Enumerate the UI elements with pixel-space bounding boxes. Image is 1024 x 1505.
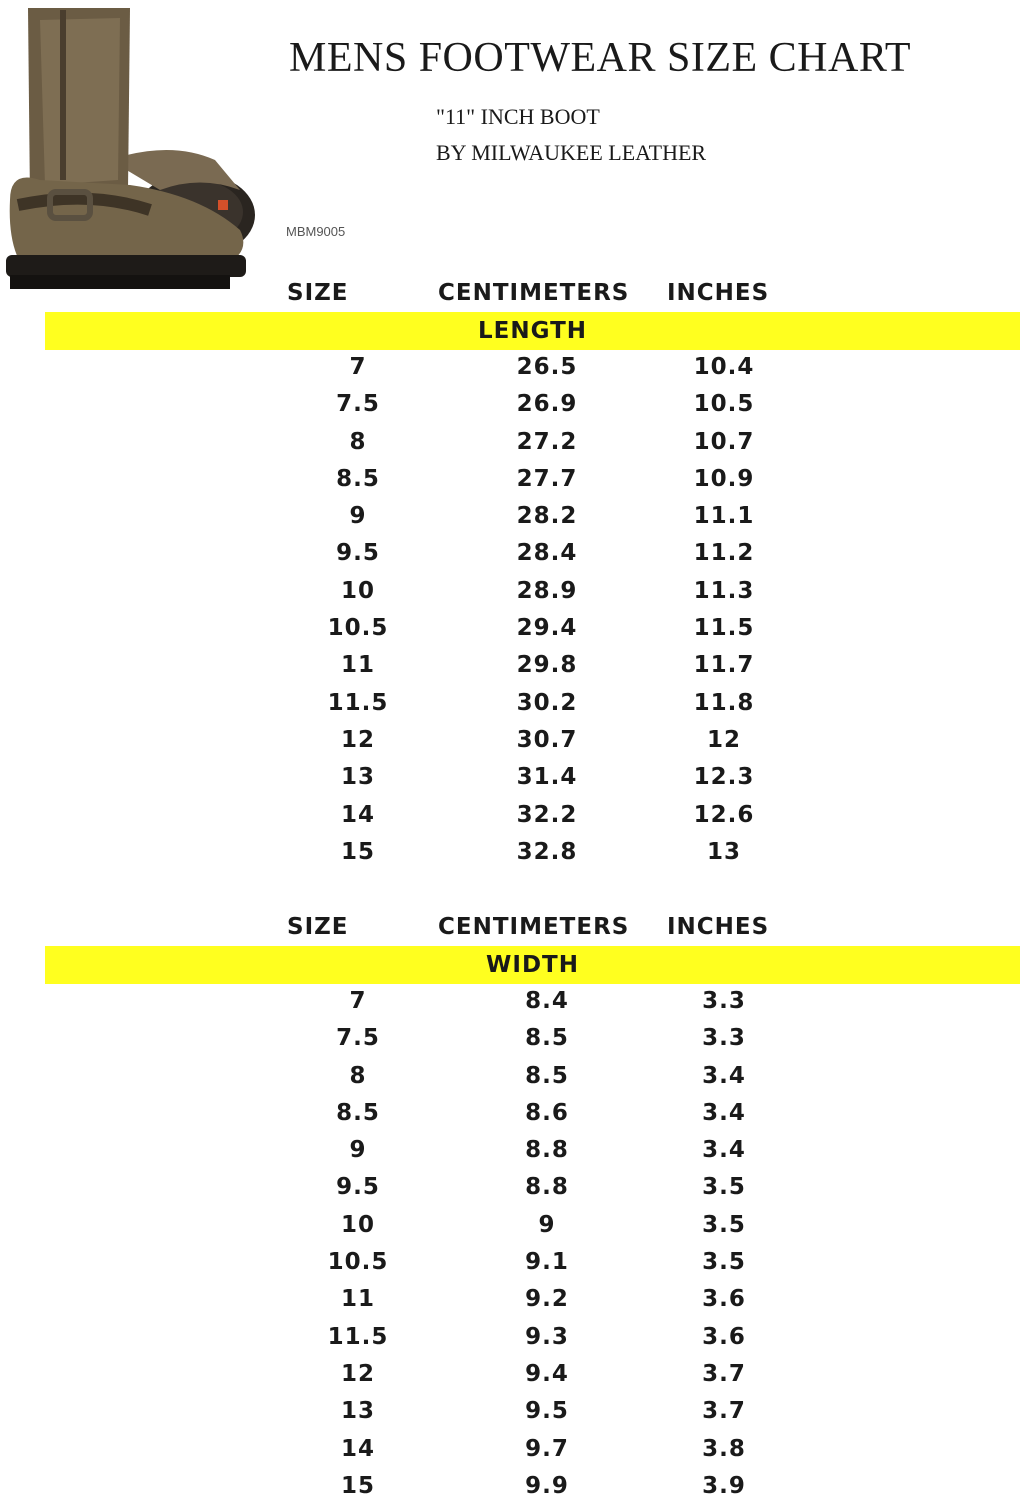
table-row bbox=[0, 1393, 1024, 1430]
table-row bbox=[0, 1095, 1024, 1132]
centimeters-cell: 30.2 bbox=[516, 689, 578, 716]
centimeters-cell: 28.9 bbox=[516, 577, 578, 604]
centimeters-cell: 8.8 bbox=[525, 1137, 569, 1164]
centimeters-cell: 30.7 bbox=[516, 726, 578, 753]
size-cell: 14 bbox=[340, 801, 375, 828]
centimeters-cell: 9.9 bbox=[525, 1472, 569, 1499]
size-cell: 7.5 bbox=[336, 391, 380, 418]
table-row bbox=[0, 535, 1024, 572]
size-cell: 11.5 bbox=[327, 1323, 389, 1350]
table-row bbox=[0, 834, 1024, 871]
centimeters-cell: 8.8 bbox=[525, 1174, 569, 1201]
inches-cell: 10.7 bbox=[693, 428, 755, 455]
centimeters-cell: 32.8 bbox=[516, 838, 578, 865]
table-row bbox=[0, 759, 1024, 796]
size-cell: 9 bbox=[349, 1137, 367, 1164]
centimeters-cell: 26.5 bbox=[516, 354, 578, 380]
inches-cell: 12 bbox=[706, 726, 741, 753]
size-cell: 14 bbox=[340, 1435, 375, 1462]
size-cell: 11 bbox=[340, 652, 375, 679]
length-inches-header: INCHES bbox=[667, 280, 770, 306]
boot-height-subtitle: "11" INCH BOOT bbox=[436, 104, 600, 129]
centimeters-cell: 28.2 bbox=[516, 503, 578, 530]
table-row bbox=[0, 1281, 1024, 1318]
inches-cell: 10.5 bbox=[693, 391, 755, 418]
table-row bbox=[0, 1431, 1024, 1468]
inches-cell: 11.8 bbox=[693, 689, 755, 716]
table-row bbox=[0, 1244, 1024, 1281]
table-row bbox=[0, 349, 1024, 386]
centimeters-cell: 9.2 bbox=[525, 1286, 569, 1313]
centimeters-cell: 8.5 bbox=[525, 1062, 569, 1089]
size-cell: 15 bbox=[340, 1472, 375, 1499]
inches-cell: 13 bbox=[706, 838, 741, 865]
table-row bbox=[0, 573, 1024, 610]
length-rows bbox=[0, 349, 1024, 871]
table-row bbox=[0, 386, 1024, 423]
size-cell: 7 bbox=[349, 354, 367, 380]
size-cell: 8.5 bbox=[336, 1099, 380, 1126]
inches-cell: 3.6 bbox=[702, 1286, 746, 1313]
centimeters-cell: 8.6 bbox=[525, 1099, 569, 1126]
table-row bbox=[0, 1132, 1024, 1169]
centimeters-cell: 27.2 bbox=[516, 428, 578, 455]
inches-cell: 3.9 bbox=[702, 1472, 746, 1499]
table-row bbox=[0, 983, 1024, 1020]
size-cell: 9 bbox=[349, 503, 367, 530]
size-cell: 15 bbox=[340, 838, 375, 865]
centimeters-cell: 29.4 bbox=[516, 615, 578, 642]
length-size-header: SIZE bbox=[287, 280, 349, 306]
table-row bbox=[0, 610, 1024, 647]
width-inches-header: INCHES bbox=[667, 914, 770, 940]
centimeters-cell: 8.5 bbox=[525, 1025, 569, 1052]
size-cell: 12 bbox=[340, 1360, 375, 1387]
centimeters-cell: 31.4 bbox=[516, 764, 578, 791]
inches-cell: 3.6 bbox=[702, 1323, 746, 1350]
table-row bbox=[0, 461, 1024, 498]
inches-cell: 10.9 bbox=[693, 465, 755, 492]
size-cell: 11 bbox=[340, 1286, 375, 1313]
table-row bbox=[0, 797, 1024, 834]
inches-cell: 3.7 bbox=[702, 1360, 746, 1387]
inches-cell: 3.3 bbox=[702, 988, 746, 1014]
size-cell: 8 bbox=[349, 428, 367, 455]
inches-cell: 12.6 bbox=[693, 801, 755, 828]
inches-cell: 3.5 bbox=[702, 1174, 746, 1201]
table-row bbox=[0, 1319, 1024, 1356]
table-row bbox=[0, 1207, 1024, 1244]
centimeters-cell: 26.9 bbox=[516, 391, 578, 418]
table-row bbox=[0, 685, 1024, 722]
centimeters-cell: 9.4 bbox=[525, 1360, 569, 1387]
table-row bbox=[0, 647, 1024, 684]
width-band: WIDTH bbox=[45, 946, 1020, 984]
size-cell: 13 bbox=[340, 1398, 375, 1425]
size-cell: 10 bbox=[340, 577, 375, 604]
table-row bbox=[0, 1468, 1024, 1505]
inches-cell: 3.3 bbox=[702, 1025, 746, 1052]
centimeters-cell: 32.2 bbox=[516, 801, 578, 828]
table-row bbox=[0, 722, 1024, 759]
size-cell: 8.5 bbox=[336, 465, 380, 492]
size-cell: 9.5 bbox=[336, 1174, 380, 1201]
centimeters-cell: 27.7 bbox=[516, 465, 578, 492]
size-cell: 7.5 bbox=[336, 1025, 380, 1052]
model-number: MBM9005 bbox=[286, 224, 346, 239]
size-cell: 8 bbox=[349, 1062, 367, 1089]
inches-cell: 11.1 bbox=[693, 503, 755, 530]
inches-cell: 12.3 bbox=[693, 764, 755, 791]
size-cell: 10.5 bbox=[327, 1249, 389, 1276]
boot-product-image bbox=[0, 0, 270, 300]
inches-cell: 3.4 bbox=[702, 1099, 746, 1126]
centimeters-cell: 28.4 bbox=[516, 540, 578, 567]
inches-cell: 3.4 bbox=[702, 1137, 746, 1164]
table-row bbox=[0, 1356, 1024, 1393]
size-cell: 9.5 bbox=[336, 540, 380, 567]
table-row bbox=[0, 1058, 1024, 1095]
inches-cell: 11.3 bbox=[693, 577, 755, 604]
size-cell: 7 bbox=[349, 988, 367, 1014]
inches-cell: 3.5 bbox=[702, 1211, 746, 1238]
size-cell: 11.5 bbox=[327, 689, 389, 716]
inches-cell: 3.5 bbox=[702, 1249, 746, 1276]
centimeters-cell: 8.4 bbox=[525, 988, 569, 1014]
table-row bbox=[0, 498, 1024, 535]
inches-cell: 3.8 bbox=[702, 1435, 746, 1462]
length-centimeters-header: CENTIMETERS bbox=[438, 280, 630, 306]
inches-cell: 11.7 bbox=[693, 652, 755, 679]
centimeters-cell: 9.7 bbox=[525, 1435, 569, 1462]
centimeters-cell: 9.5 bbox=[525, 1398, 569, 1425]
size-cell: 12 bbox=[340, 726, 375, 753]
size-cell: 10.5 bbox=[327, 615, 389, 642]
width-rows bbox=[0, 983, 1024, 1505]
inches-cell: 3.4 bbox=[702, 1062, 746, 1089]
table-row bbox=[0, 1169, 1024, 1206]
centimeters-cell: 9 bbox=[538, 1211, 556, 1238]
centimeters-cell: 29.8 bbox=[516, 652, 578, 679]
table-row bbox=[0, 424, 1024, 461]
width-centimeters-header: CENTIMETERS bbox=[438, 914, 630, 940]
centimeters-cell: 9.1 bbox=[525, 1249, 569, 1276]
brand-subtitle: BY MILWAUKEE LEATHER bbox=[436, 140, 707, 165]
inches-cell: 11.2 bbox=[693, 540, 755, 567]
size-cell: 13 bbox=[340, 764, 375, 791]
inches-cell: 3.7 bbox=[702, 1398, 746, 1425]
inches-cell: 10.4 bbox=[693, 354, 755, 380]
size-cell: 10 bbox=[340, 1211, 375, 1238]
inches-cell: 11.5 bbox=[693, 615, 755, 642]
table-row bbox=[0, 1020, 1024, 1057]
width-size-header: SIZE bbox=[287, 914, 349, 940]
centimeters-cell: 9.3 bbox=[525, 1323, 569, 1350]
length-band: LENGTH bbox=[45, 312, 1020, 350]
chart-title: MENS FOOTWEAR SIZE CHART bbox=[289, 35, 911, 81]
